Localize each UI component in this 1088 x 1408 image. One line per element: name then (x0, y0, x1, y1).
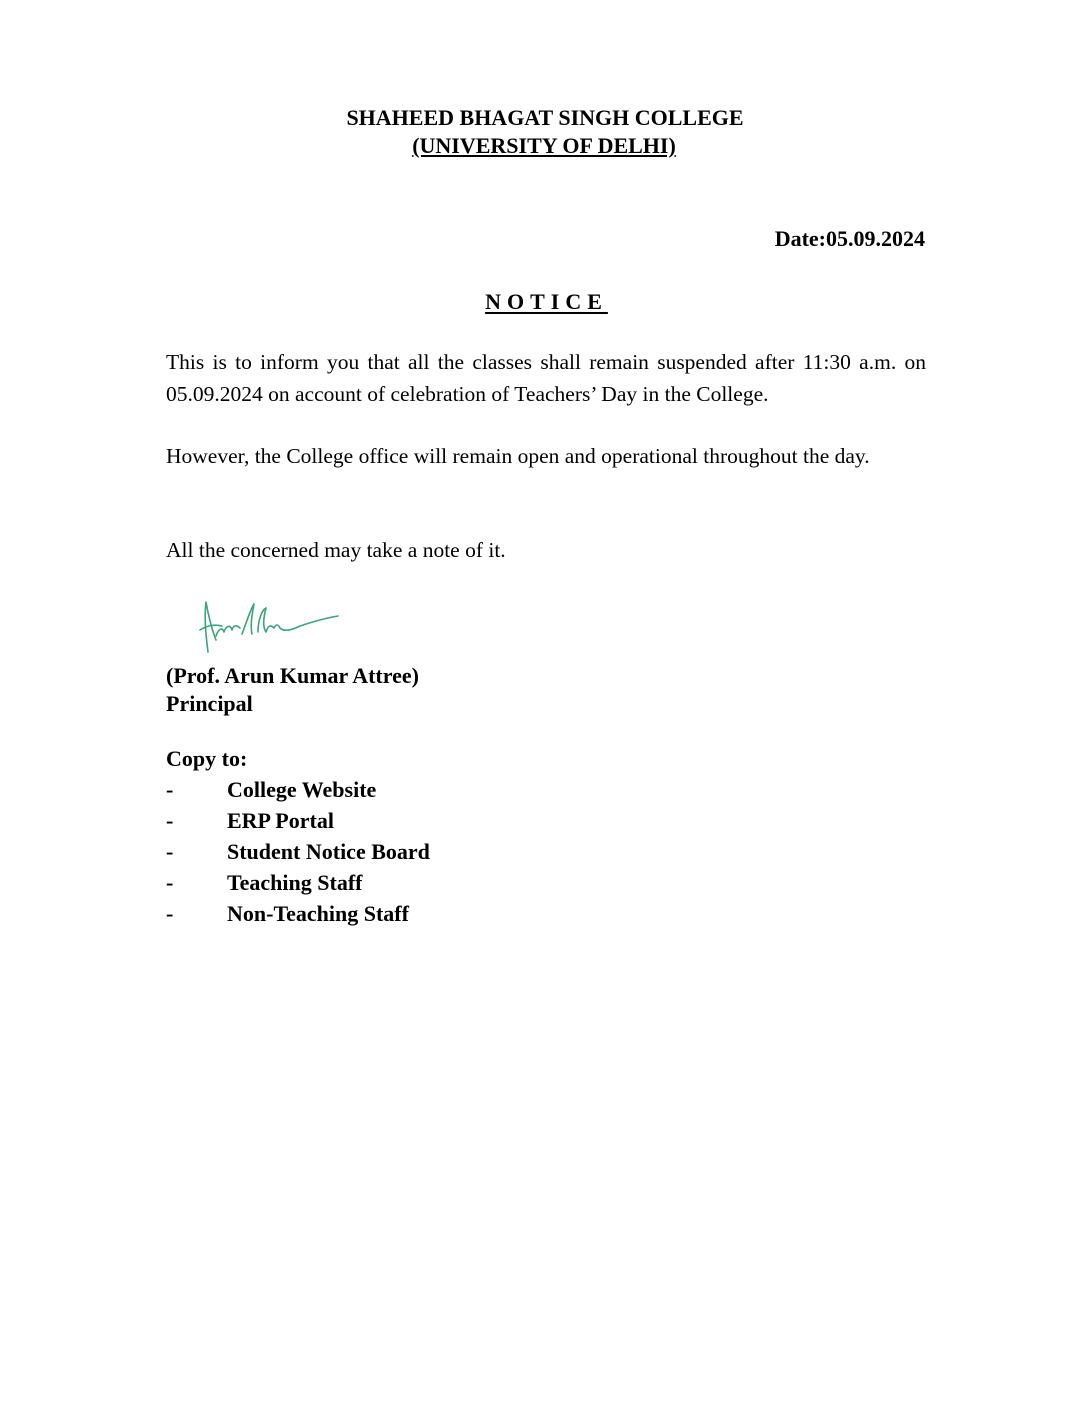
list-item (166, 776, 430, 807)
list-item-text: College Website (227, 777, 377, 802)
notice-heading (0, 288, 1088, 316)
copy-to-list (166, 776, 430, 931)
notice-heading-text: NOTICE (485, 289, 608, 314)
university-name: (UNIVERSITY OF DELHI) (412, 133, 676, 158)
letterhead (0, 104, 1088, 160)
notice-date: Date:05.09.2024 (774, 226, 925, 251)
notice-paragraph-3: All the concerned may take a note of it. (166, 538, 506, 562)
college-name: SHAHEED BHAGAT SINGH COLLEGE (346, 105, 744, 130)
signatory-name: (Prof. Arun Kumar Attree) (166, 663, 419, 688)
signatory-block (166, 662, 419, 718)
notice-paragraph-2: However, the College office will remain open and operational throughout the day. (166, 444, 870, 468)
signature-image (196, 596, 346, 662)
notice-paragraph-1: This is to inform you that all the classes shall remain suspended after 11:30 a.m. on 05.09.2024 on account of celebration of Teachers’ Day in the College. (166, 350, 926, 406)
list-bullet: - (166, 870, 174, 895)
list-item (166, 807, 430, 838)
list-item-text: Teaching Staff (227, 870, 363, 895)
list-bullet: - (166, 777, 174, 802)
list-bullet: - (166, 839, 174, 864)
list-item (166, 838, 430, 869)
list-item-text: ERP Portal (227, 808, 334, 833)
list-item-text: Student Notice Board (227, 839, 430, 864)
list-item (166, 869, 430, 900)
list-bullet: - (166, 808, 174, 833)
copy-to-label: Copy to: (166, 746, 248, 771)
list-bullet: - (166, 901, 174, 926)
list-item (166, 900, 430, 931)
list-item-text: Non-Teaching Staff (227, 901, 409, 926)
signatory-designation: Principal (166, 691, 253, 716)
